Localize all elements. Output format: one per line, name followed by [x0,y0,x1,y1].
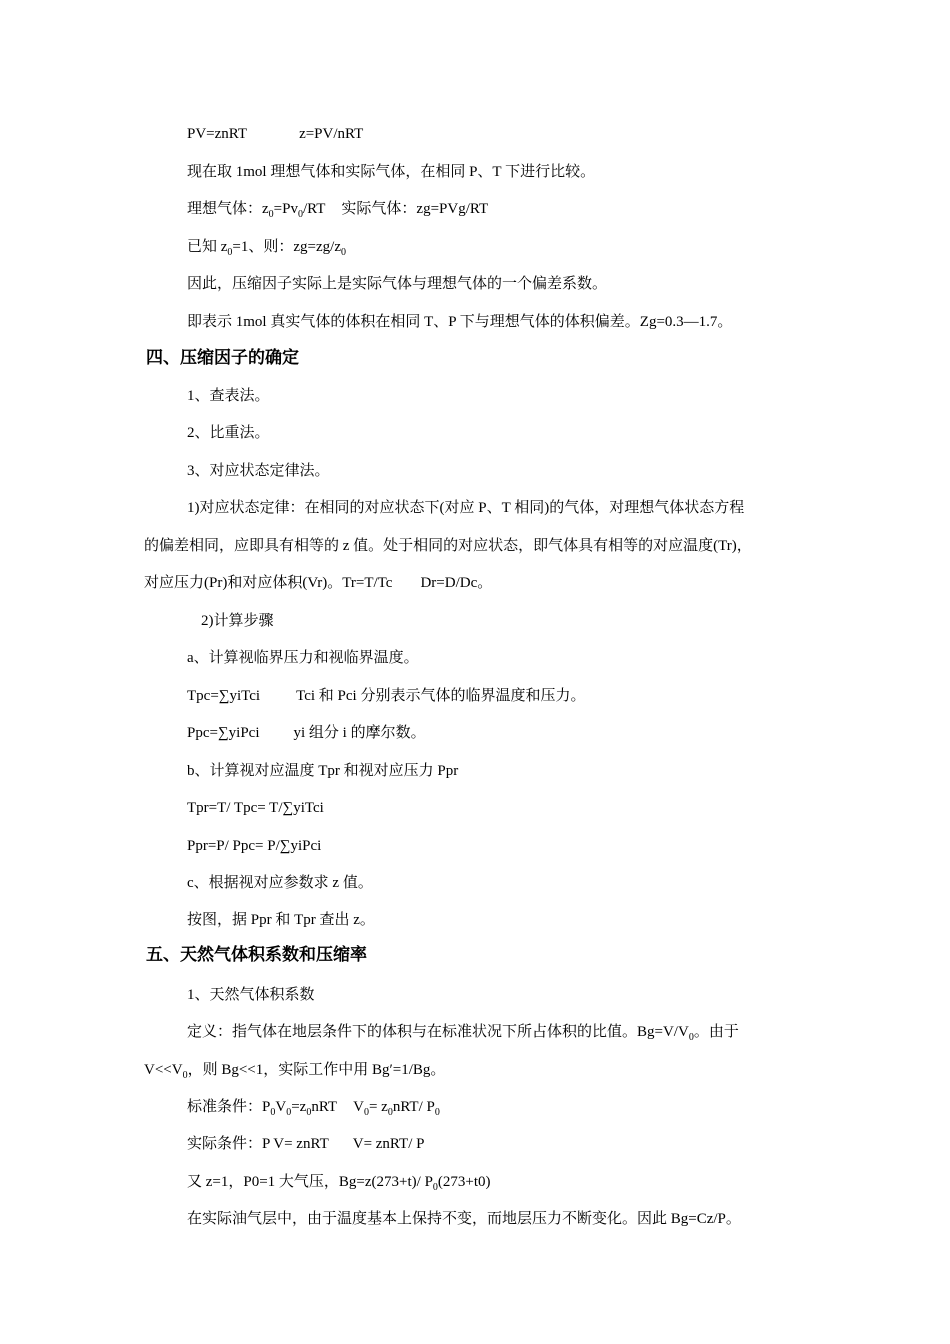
paragraph-chart: 按图，据 Ppr 和 Tpr 查出 z。 [187,912,375,928]
paragraph-law-line3: 对应压力(Pr)和对应体积(Vr)。Tr=T/Tc Dr=D/Dc。 [144,575,493,591]
equation-known: 已知 $z_0=1$、则：$zg=zg/z_0$ [187,239,346,258]
section-heading-4: 四、压缩因子的确定 [146,348,299,368]
equation-standard: 标准条件：$P_0V_0=z_0nRT$ $V_0= z_0nRT/$ $P_0$ [187,1099,440,1118]
section-heading-5: 五、天然气体积系数和压缩率 [146,945,367,965]
equation-bg: 又 z=1，P0=1 大气压，Bg=z(273+t)/ $P_0(273+t0)$ [187,1174,491,1193]
definition-line1: 定义：指气体在地层条件下的体积与在标准状况下所占体积的比值。$Bg=V/V_0$。由于 [187,1024,739,1043]
subsection-volume-factor: 1、天然气体积系数 [187,987,315,1003]
step-c: c、根据视对应参数求 z 值。 [187,875,373,891]
paragraph-law-line2: 的偏差相同，应即具有相等的 z 值。处于相同的对应状态，即气体具有相等的对应温度(Tr)， [144,538,752,554]
subsection-steps: 2)计算步骤 [201,613,274,629]
paragraph-deviation: 即表示 1mol 真实气体的体积在相同 T、P 下与理想气体的体积偏差。Zg=0.3—1.7。 [187,314,733,330]
method-1: 1、查表法。 [187,388,270,404]
method-2: 2、比重法。 [187,425,270,441]
equation-z: z=PV/nRT [299,126,364,142]
definition-line2: $V<<V_0$，则 Bg<<1，实际工作中用 Bg′=1/Bg。 [144,1062,446,1081]
method-3: 3、对应状态定律法。 [187,463,330,479]
equation-pv: PV=znRT [187,126,248,142]
step-b: b、计算视对应温度 Tpr 和视对应压力 Ppr [187,763,459,779]
equation-state [187,124,363,144]
equation-actual: 实际条件：P V= znRT V= znRT/ P [187,1136,425,1152]
equation-ppr: Ppr=P/ Ppc= P/∑yiPci [187,838,322,854]
step-a: a、计算视临界压力和视临界温度。 [187,650,419,666]
paragraph-therefore: 因此，压缩因子实际上是实际气体与理想气体的一个偏差系数。 [187,276,608,292]
paragraph-compare: 现在取 1mol 理想气体和实际气体，在相同 P、T 下进行比较。 [187,164,596,180]
equation-ppc: Ppc=∑yiPci yi 组分 i 的摩尔数。 [187,725,426,741]
paragraph-reservoir: 在实际油气层中，由于温度基本上保持不变，而地层压力不断变化。因此 Bg=Cz/P。 [187,1211,741,1227]
paragraph-law-line1: 1)对应状态定律：在相同的对应状态下(对应 P、T 相同)的气体，对理想气体状态方程 [187,500,745,516]
equation-tpr: Tpr=T/ Tpc= T/∑yiTci [187,800,324,816]
equation-ideal-real: 理想气体：$z_0=Pv_0/RT$ 实际气体：zg=PVg/RT [187,201,489,220]
equation-tpc: Tpc=∑yiTci Tci 和 Pci 分别表示气体的临界温度和压力。 [187,688,586,704]
